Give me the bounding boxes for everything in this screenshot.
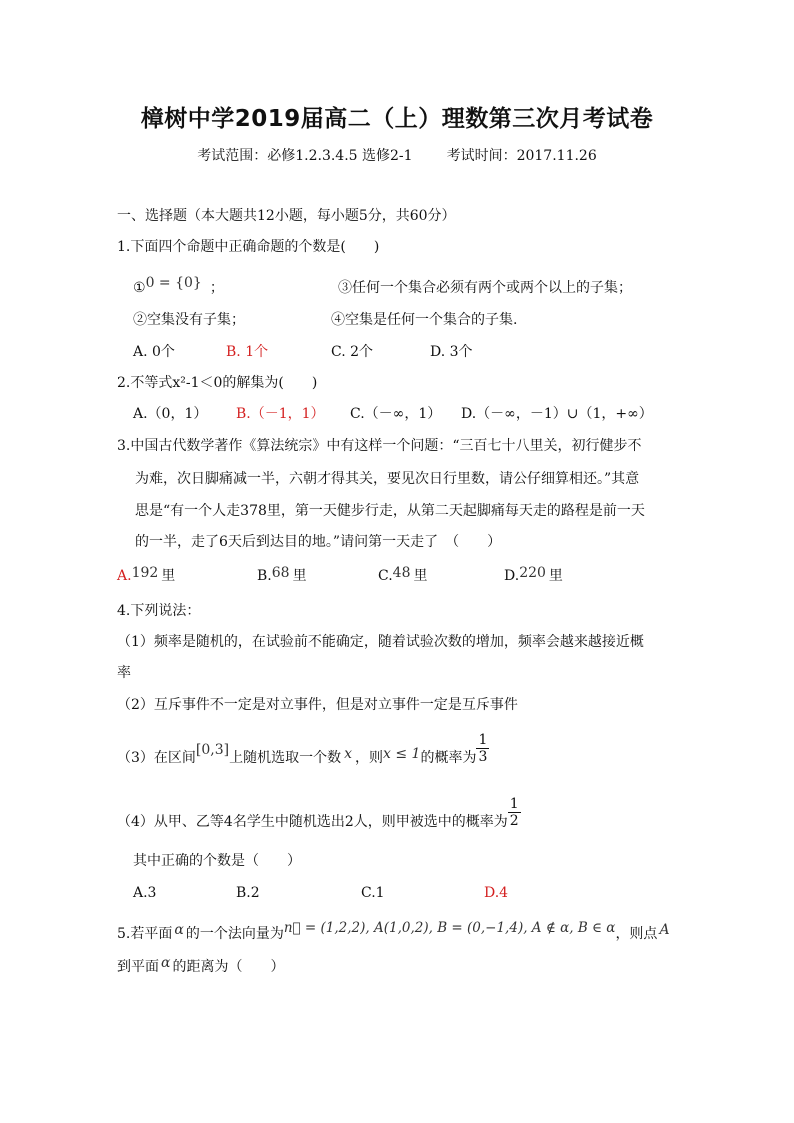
q2-stem: 2.不等式x²-1＜0的解集为( )	[117, 375, 318, 391]
q1-option-c: C. 2个	[331, 344, 374, 360]
q4-option-b: B.2	[236, 885, 260, 901]
page-title: 樟树中学2019届高二（上）理数第三次月考试卷	[140, 106, 654, 132]
exam-scope: 考试范围：必修1.2.3.4.5 选修2-1	[197, 148, 413, 164]
q3-line-3: 思是“有一个人走378里，第一天健步行走，从第二天起脚痛每天走的路程是前一天	[135, 503, 645, 519]
fraction-one-half: $\frac{1}{2}$	[509, 795, 519, 829]
q1-option-b: B. 1个	[226, 344, 269, 360]
q5-math: n⃗ = (1,2,2), A(1,0,2), B = (0,−1,4), A ∉ α, B ∈ α	[283, 920, 616, 936]
q1-option-a: A. 0个	[133, 344, 175, 360]
exam-info	[0, 145, 794, 165]
q4-statement-3: （3）在区间[0,3]上随机选取一个数 x ，则x ≤ 1的概率为 $\frac{1}{3}$	[117, 731, 488, 766]
q1-s1-math: 0 = {0}	[145, 275, 202, 291]
q1-statement-3: ③任何一个集合必须有两个或两个以上的子集；	[338, 280, 632, 296]
q3-line-4: 的一半，走了6天后到达目的地。”请问第一天走了 （ ）	[135, 534, 502, 550]
q3-option-a: A.192 里	[117, 565, 176, 584]
q3-option-b: B.68 里	[257, 565, 307, 584]
q4-ask: 其中正确的个数是（ ）	[133, 853, 301, 869]
q4-stem: 4.下列说法：	[117, 603, 201, 619]
q1-option-d: D. 3个	[430, 344, 473, 360]
q3-option-d: D.220 里	[504, 565, 563, 584]
exam-time: 考试时间：2017.11.26	[446, 148, 597, 164]
q3-option-c: C.48 里	[378, 565, 428, 584]
q2-option-b: B.（－1，1）	[236, 406, 325, 422]
q4-option-a: A.3	[133, 885, 157, 901]
q4-statement-4: （4）从甲、乙等4名学生中随机选出2人，则甲被选中的概率为 $\frac{1}{2}$	[117, 795, 519, 830]
q1-statement-2: ②空集没有子集；	[133, 312, 245, 328]
section-heading: 一、选择题（本大题共12小题，每小题5分，共60分）	[117, 208, 456, 224]
q5-line-1: 5.若平面 α 的一个法向量为n⃗ = (1,2,2), A(1,0,2), B = (0,−1,4), A ∉ α, B ∈ α，则点 A	[117, 920, 670, 942]
q2-option-c: C.（－∞，1）	[350, 406, 442, 422]
q4-option-d: D.4	[484, 885, 509, 901]
q3-line-2: 为难，次日脚痛减一半，六朝才得其关，要见次日行里数，请公仔细算相还。”其意	[135, 471, 640, 487]
q2-option-a: A.（0，1）	[133, 406, 208, 422]
q1-statement-4: ④空集是任何一个集合的子集.	[331, 312, 518, 328]
q1-stem: 1.下面四个命题中正确命题的个数是( )	[117, 239, 380, 255]
q4-statement-1-line-2: 率	[117, 665, 131, 681]
fraction-one-third: $\frac{1}{3}$	[478, 731, 488, 765]
q4-statement-1-line-1: （1）频率是随机的，在试验前不能确定，随着试验次数的增加，频率会越来越接近概	[117, 634, 644, 650]
q3-line-1: 3.中国古代数学著作《算法统宗》中有这样一个问题：“三百七十八里关，初行健步不	[117, 438, 642, 454]
q5-line-2: 到平面 α 的距离为（ ）	[117, 955, 285, 975]
q1-statement-1: ①0 = {0} ；	[133, 275, 224, 296]
q4-statement-2: （2）互斥事件不一定是对立事件，但是对立事件一定是互斥事件	[117, 697, 518, 713]
interval: [0,3]	[195, 742, 230, 758]
q2-option-d: D.（－∞，－1）∪（1，+∞）	[461, 406, 653, 422]
q4-option-c: C.1	[361, 885, 385, 901]
